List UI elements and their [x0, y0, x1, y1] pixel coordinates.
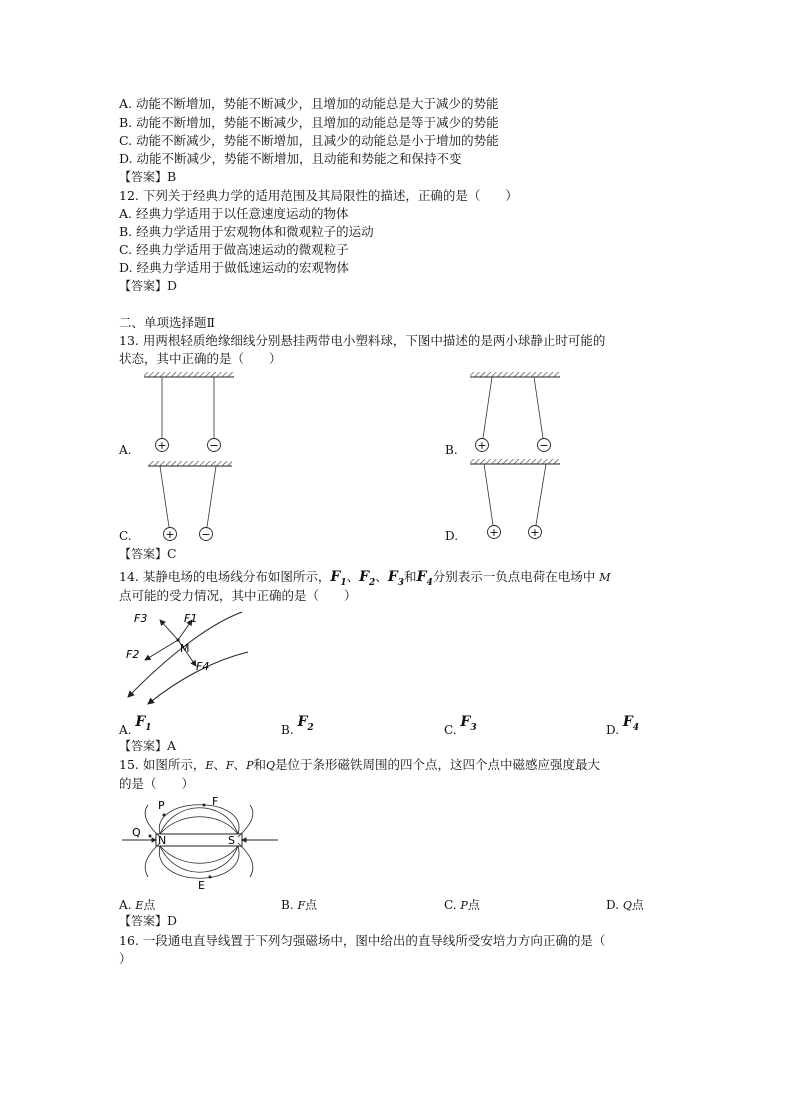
- svg-text:−: −: [201, 528, 211, 541]
- arrow-f3: [160, 620, 178, 640]
- plus-sign: +: [157, 439, 167, 452]
- svg-text:+: +: [530, 526, 540, 539]
- q14-stem-line1: 14. 某静电场的电场线分布如图所示，$F_1$、$F_2$、$F_3$和$F_4$分别表示一负点电荷在电场中 M: [119, 569, 611, 588]
- q13-figure-b: [466, 368, 566, 458]
- symbol-f4: $F_4$: [416, 569, 433, 588]
- q13-label-d: D.: [445, 529, 459, 543]
- q14-option-d: D. $F_4$: [606, 714, 640, 737]
- answer-value: A: [167, 738, 177, 753]
- label-f2: F2: [126, 648, 140, 661]
- q12-stem: 12. 下列关于经典力学的适用范围及其局限性的描述，正确的是（ ）: [119, 188, 518, 203]
- q15-stem-line1: 15. 如图所示，E、F、P和Q是位于条形磁铁周围的四个点，这四个点中磁感应强度最大: [119, 757, 601, 772]
- q12-option-a: A. 经典力学适用于以任意速度运动的物体: [119, 206, 349, 221]
- q11-option-c: C. 动能不断减少，势能不断增加，且减少的动能总是小于增加的势能: [119, 133, 499, 148]
- q14-option-a: A. $F_1$: [119, 714, 152, 737]
- thread-right: [534, 377, 543, 438]
- q11-option-b: B. 动能不断增加，势能不断减少，且增加的动能总是等于减少的势能: [119, 115, 499, 130]
- answer-tag: 【答案】: [119, 279, 168, 293]
- answer-value: C: [167, 546, 177, 561]
- q13-stem-line2: 状态，其中正确的是（ ）: [119, 351, 282, 366]
- label-m: M: [180, 642, 190, 655]
- q12-option-b: B. 经典力学适用于宏观物体和微观粒子的运动: [119, 224, 374, 239]
- minus-sign: −: [209, 439, 219, 452]
- q14-option-c: C. $F_3$: [444, 714, 477, 737]
- label-f3: F3: [134, 612, 148, 625]
- svg-text:+: +: [165, 528, 175, 541]
- q12-option-c: C. 经典力学适用于做高速运动的微观粒子: [119, 242, 349, 257]
- svg-text:P: P: [158, 799, 165, 812]
- label-f4: F4: [196, 660, 210, 673]
- svg-text:S: S: [228, 834, 235, 847]
- q15-option-c: C. P点: [444, 898, 480, 912]
- symbol-f3: $F_3$: [387, 569, 405, 588]
- q14-field-diagram: [120, 604, 250, 709]
- svg-text:N: N: [158, 834, 167, 847]
- q13-label-a: A.: [119, 443, 132, 457]
- svg-text:+: +: [477, 439, 487, 452]
- q15-answer: [119, 912, 177, 930]
- section-title: 二、单项选择题Ⅱ: [119, 315, 215, 330]
- svg-text:+: +: [489, 526, 499, 539]
- q15-option-d: D. Q点: [606, 898, 644, 912]
- q15-stem-line2: 的是（ ）: [119, 776, 195, 791]
- q13-figure-c: [140, 457, 240, 547]
- ceiling-hatch: [144, 372, 234, 377]
- q13-answer: [119, 545, 177, 563]
- svg-text:E: E: [198, 879, 205, 892]
- point-f: [203, 804, 206, 807]
- answer-value: B: [167, 169, 177, 184]
- q13-stem-line1: 13. 用两根轻质绝缘细线分别悬挂两带电小塑料球，下图中描述的是两小球静止时可能的: [119, 333, 606, 348]
- point-q: [149, 835, 152, 838]
- q16-stem-line2: ）: [119, 951, 132, 966]
- q11-option-a: A. 动能不断增加，势能不断减少，且增加的动能总是大于减少的势能: [119, 96, 499, 111]
- q13-label-b: B.: [445, 443, 458, 457]
- q14-option-b: B. $F_2$: [281, 714, 314, 737]
- q15-option-a: A. E点: [119, 898, 156, 912]
- answer-tag: 【答案】: [119, 914, 168, 928]
- point-p: [163, 814, 166, 817]
- answer-value: D: [167, 278, 178, 293]
- point-m: M: [599, 571, 611, 584]
- q14-answer: [119, 737, 176, 755]
- svg-text:F: F: [212, 795, 219, 808]
- q12-option-d: D. 经典力学适用于做低速运动的宏观物体: [119, 260, 350, 275]
- thread-right: [536, 464, 546, 525]
- label-f1: F1: [184, 612, 198, 625]
- q16-stem-line1: 16. 一段通电直导线置于下列匀强磁场中，图中给出的直导线所受安培力方向正确的是（: [119, 933, 606, 948]
- answer-value: D: [167, 913, 178, 928]
- answer-tag: 【答案】: [119, 170, 168, 184]
- answer-tag: 【答案】: [119, 547, 168, 561]
- symbol-f1: $F_1$: [330, 569, 347, 588]
- q13-figure-a: [140, 368, 240, 458]
- symbol-f2: $F_2$: [359, 569, 376, 588]
- answer-tag: 【答案】: [119, 739, 168, 753]
- point-e: [209, 876, 212, 879]
- thread-left: [484, 464, 493, 525]
- q11-option-d: D. 动能不断减少，势能不断增加，且动能和势能之和保持不变: [119, 151, 462, 166]
- svg-text:Q: Q: [132, 826, 141, 839]
- q13-label-c: C.: [119, 529, 132, 543]
- q15-option-b: B. F点: [281, 898, 318, 912]
- arrow-f2: [145, 640, 178, 660]
- q12-answer: [119, 277, 177, 295]
- q11-answer: [119, 168, 176, 186]
- q13-figure-d: [466, 455, 566, 545]
- thread-right: [207, 466, 216, 527]
- svg-text:−: −: [539, 439, 549, 452]
- q15-magnet-diagram: [120, 793, 280, 893]
- thread-left: [483, 377, 492, 438]
- q14-stem-line2: 点可能的受力情况，其中正确的是（ ）: [119, 588, 357, 603]
- thread-left: [160, 466, 169, 527]
